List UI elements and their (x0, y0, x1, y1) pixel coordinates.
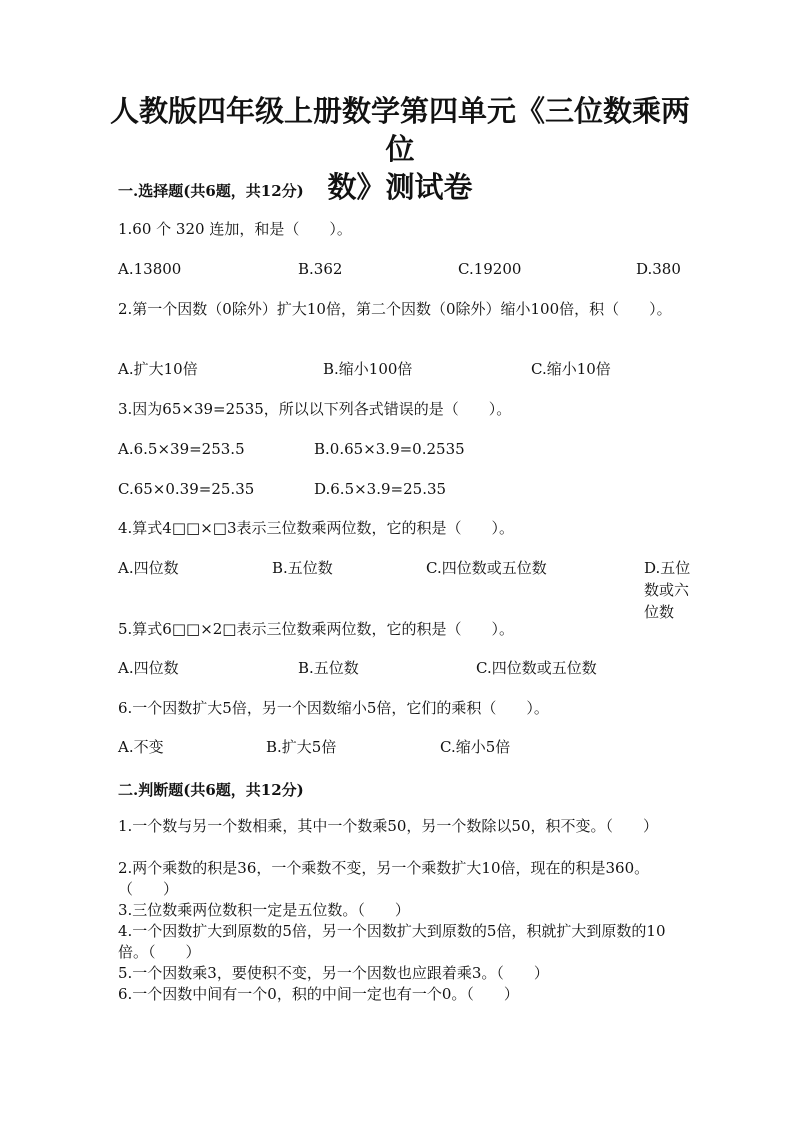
q3-option-c: C.65×0.39=25.35 (118, 480, 255, 498)
q2-option-b: B.缩小100倍 (323, 360, 413, 378)
title-line-2: 数》测试卷 (327, 170, 473, 204)
judge-item-5: 5.一个因数乘3，要使积不变，另一个因数也应跟着乘3。（ ） (118, 964, 549, 982)
q3-option-d: D.6.5×3.9=25.35 (314, 480, 447, 498)
question-6: 6.一个因数扩大5倍，另一个因数缩小5倍，它们的乘积（ ）。 (118, 699, 549, 717)
q1-option-d: D.380 (636, 260, 681, 278)
q4-option-c: C.四位数或五位数 (426, 559, 547, 577)
q1-option-a: A.13800 (118, 260, 182, 278)
judge-item-3: 3.三位数乘两位数积一定是五位数。（ ） (118, 901, 410, 919)
q1-option-c: C.19200 (458, 260, 522, 278)
q1-option-b: B.362 (298, 260, 343, 278)
question-2: 2.第一个因数（0除外）扩大10倍，第二个因数（0除外）缩小100倍，积（ ）。 (118, 300, 672, 318)
question-1: 1.60 个 320 连加，和是（ ）。 (118, 220, 352, 238)
section-heading-judge: 二.判断题(共6题，共12分) (118, 781, 304, 799)
question-3: 3.因为65×39=2535，所以以下列各式错误的是（ ）。 (118, 400, 512, 418)
q6-option-a: A.不变 (118, 738, 164, 756)
q6-option-b: B.扩大5倍 (266, 738, 337, 756)
judge-item-2: 2.两个乘数的积是36，一个乘数不变，另一个乘数扩大10倍，现在的积是360。（ ） (118, 859, 650, 898)
q2-option-c: C.缩小10倍 (531, 360, 611, 378)
q4-option-b: B.五位数 (272, 559, 333, 577)
q4-option-d: D.五位数或六位数 (644, 559, 691, 621)
q3-option-b: B.0.65×3.9=0.2535 (314, 440, 465, 458)
q5-option-b: B.五位数 (298, 659, 359, 677)
judge-item-4: 4.一个因数扩大到原数的5倍，另一个因数扩大到原数的5倍，积就扩大到原数的10倍。（ ） (118, 922, 666, 961)
q4-option-a: A.四位数 (118, 559, 179, 577)
q6-option-c: C.缩小5倍 (440, 738, 511, 756)
q5-option-c: C.四位数或五位数 (476, 659, 597, 677)
title-line-1: 人教版四年级上册数学第四单元《三位数乘两位 (109, 94, 690, 166)
judge-item-6: 6.一个因数中间有一个0，积的中间一定也有一个0。（ ） (118, 985, 519, 1003)
section-heading-choice: 一.选择题(共6题，共12分) (118, 182, 304, 200)
question-4: 4.算式4□□×□3表示三位数乘两位数，它的积是（ ）。 (118, 519, 514, 537)
q3-option-a: A.6.5×39=253.5 (118, 440, 245, 458)
judge-item-1: 1.一个数与另一个数相乘，其中一个数乘50，另一个数除以50，积不变。（ ） (118, 817, 658, 835)
q2-option-a: A.扩大10倍 (118, 360, 198, 378)
q5-option-a: A.四位数 (118, 659, 179, 677)
question-5: 5.算式6□□×2□表示三位数乘两位数，它的积是（ ）。 (118, 620, 514, 638)
